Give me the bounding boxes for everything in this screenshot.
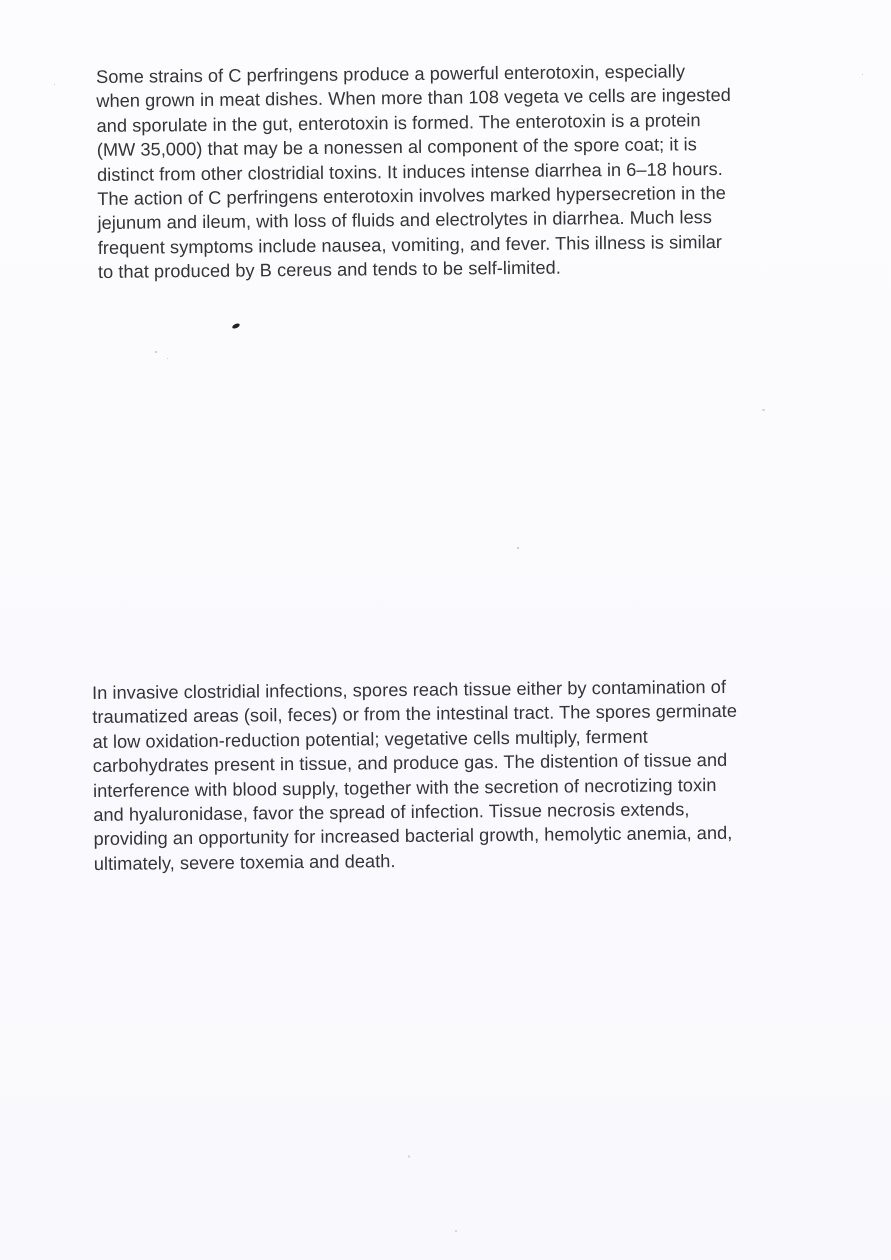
paragraph-enterotoxin: [96, 58, 838, 285]
text-line: interference with blood supply, together with the secretion of necrotizing toxin: [92, 774, 717, 801]
text-line: distinct from other clostridial toxins. It induces intense diarrhea in 6–18 hours.: [96, 158, 723, 185]
text-line: at low oxidation-reduction potential; vegetative cells multiply, ferment: [92, 726, 648, 752]
text-line: frequent symptoms include nausea, vomiting, and fever. This illness is similar: [97, 231, 723, 258]
text-line: (MW 35,000) that may be a nonessen al component of the spore coat; it is: [96, 134, 697, 161]
text-line: ultimately, severe toxemia and death.: [93, 850, 396, 874]
text-line: to that produced by B cereus and tends to be self-limited.: [97, 257, 561, 283]
text-line: In invasive clostridial infections, spores reach tissue either by contamination of: [92, 676, 727, 703]
text-line: and sporulate in the gut, enterotoxin is formed. The enterotoxin is a protein: [96, 110, 701, 136]
scan-speck: [517, 547, 519, 549]
scan-speck: [167, 358, 168, 359]
scan-speck: [762, 409, 765, 411]
text-line: The action of C perfringens enterotoxin involves marked hypersecretion in the: [97, 182, 726, 210]
scan-speck: [455, 1230, 457, 1232]
scan-speck: [862, 74, 863, 75]
scan-speck: [54, 84, 55, 85]
scan-speck: [232, 322, 241, 329]
text-line: Some strains of C perfringens produce a powerful enterotoxin, especially: [96, 61, 686, 87]
text-line: carbohydrates present in tissue, and produce gas. The distention of tissue and: [92, 750, 728, 777]
text-line: jejunum and ileum, with loss of fluids and electrolytes in diarrhea. Much less: [97, 207, 713, 234]
scan-speck: [155, 351, 157, 353]
paragraph-invasive-infections: [92, 674, 844, 876]
text-line: and hyaluronidase, favor the spread of infection. Tissue necrosis extends,: [93, 799, 690, 826]
scan-speck: [408, 1155, 410, 1158]
text-line: providing an opportunity for increased bacterial growth, hemolytic anemia, and,: [93, 823, 733, 850]
text-line: traumatized areas (soil, feces) or from the intestinal tract. The spores germinate: [92, 701, 738, 728]
text-line: when grown in meat dishes. When more than 108 vegeta ve cells are ingested: [96, 85, 731, 112]
